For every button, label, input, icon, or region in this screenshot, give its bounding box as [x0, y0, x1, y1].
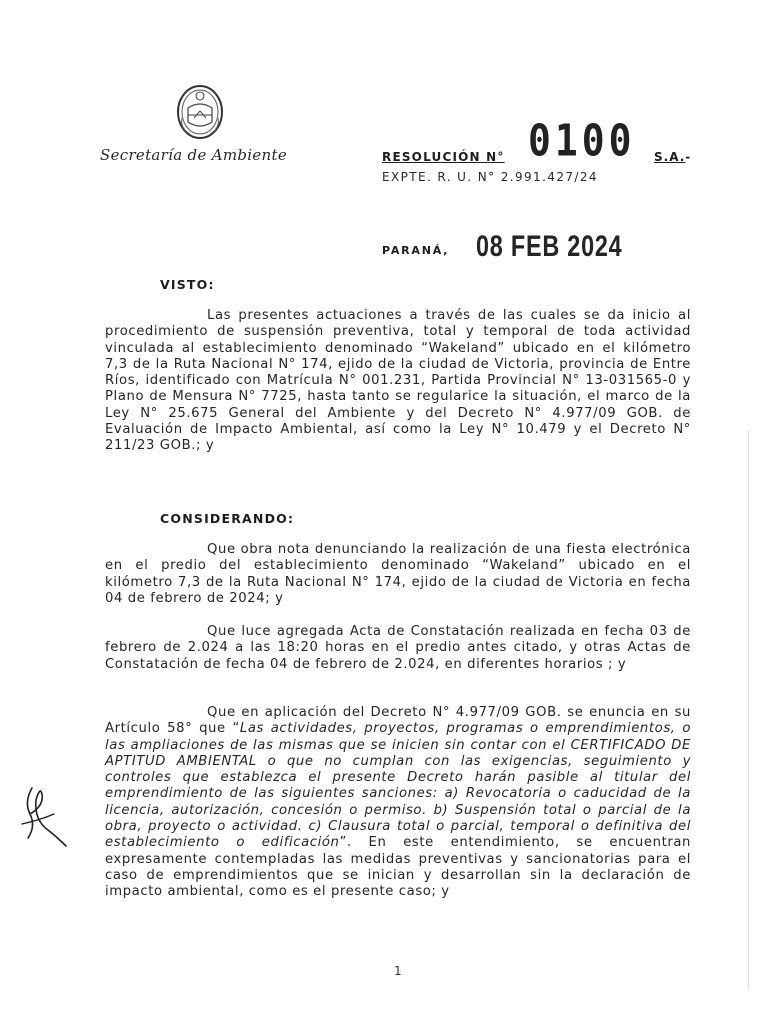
considerando-paragraph-1: Que obra nota denunciando la realización de una fiesta electrónica en el predio del establecimiento denominado “Wakeland” ubicado en el kilómetro 7,3 de la Ruta Nacional N° 174, ejido de la ciudad de Victoria en fecha 04 de febrero de 2024; y: [105, 542, 691, 606]
considerando-paragraph-2: Que luce agregada Acta de Constatación realizada en fecha 03 de febrero de 2.024 a las 18:20 horas en el predio antes citado, y otras Actas de Constatación de fecha 04 de febrero de 2.024, en diferentes horarios ; y: [105, 624, 691, 672]
expediente-number: EXPTE. R. U. N° 2.991.427/24: [382, 170, 598, 184]
date-stamp: 08 FEB 2024: [476, 230, 623, 263]
provincial-seal-icon: [174, 78, 226, 142]
article-conclusion: ”. En este entendimiento, se encuentran expresamente contempladas las medidas preventivas y sancionatorias para el caso de emprendimientos que se inician y desarrollan sin la declaración de impacto ambiental, como es el presente caso; y: [105, 835, 691, 900]
resolution-suffix: [654, 150, 691, 164]
resolution-suffix-code: S.A.: [654, 150, 686, 164]
page-edge-line: [748, 430, 749, 990]
resolution-label: RESOLUCIÓN N°: [382, 150, 505, 164]
place-city: PARANÁ,: [382, 244, 450, 257]
article-quote: Las actividades, proyectos, programas o emprendimientos, o las ampliaciones de las mismas que se inicien sin contar con el CERTIFICADO DE APTITUD AMBIENTAL o que no cumplan con las exigencias, seguimiento y controles que establezca el presente Decreto harán pasible al titular del emprendimiento de las siguientes sanciones: a) Revocatoria o caducidad de la licencia, autorización, concesión o permiso. b) Suspensión total o parcial de la obra, proyecto o actividad. c) Clausura total o parcial, temporal o definitiva del establecimiento o edificación: [105, 721, 691, 851]
handwritten-signature: [14, 780, 74, 850]
considerando-heading: CONSIDERANDO:: [160, 511, 295, 526]
article-intro: Que en aplicación del Decreto N° 4.977/09 GOB. se enuncia en su Artículo 58° que “: [105, 705, 691, 737]
resolution-suffix-tail: -: [685, 150, 692, 164]
resolution-number: 0100: [528, 115, 636, 166]
considerando-paragraph-3: [105, 705, 691, 901]
visto-paragraph: Las presentes actuaciones a través de las cuales se da inicio al procedimiento de suspensión preventiva, total y temporal de toda actividad vinculada al establecimiento denominado “Wakeland” ubicado en el kilómetro 7,3 de la Ruta Nacional N° 174, ejido de la ciudad de Victoria, provincia de Entre Ríos, identificado con Matrícula N° 001.231, Partida Provincial N° 13-031565-0 y Plano de Mensura N° 7725, hasta tanto se regularice la situación, el marco de la Ley N° 25.675 General del Ambiente y del Decreto N° 4.977/09 GOB. de Evaluación de Impacto Ambiental, así como la Ley N° 10.479 y el Decreto N° 211/23 GOB.; y: [105, 308, 691, 454]
visto-heading: VISTO:: [160, 277, 215, 292]
page-number: 1: [394, 964, 402, 978]
secretaria-title: Secretaría de Ambiente: [100, 146, 287, 164]
